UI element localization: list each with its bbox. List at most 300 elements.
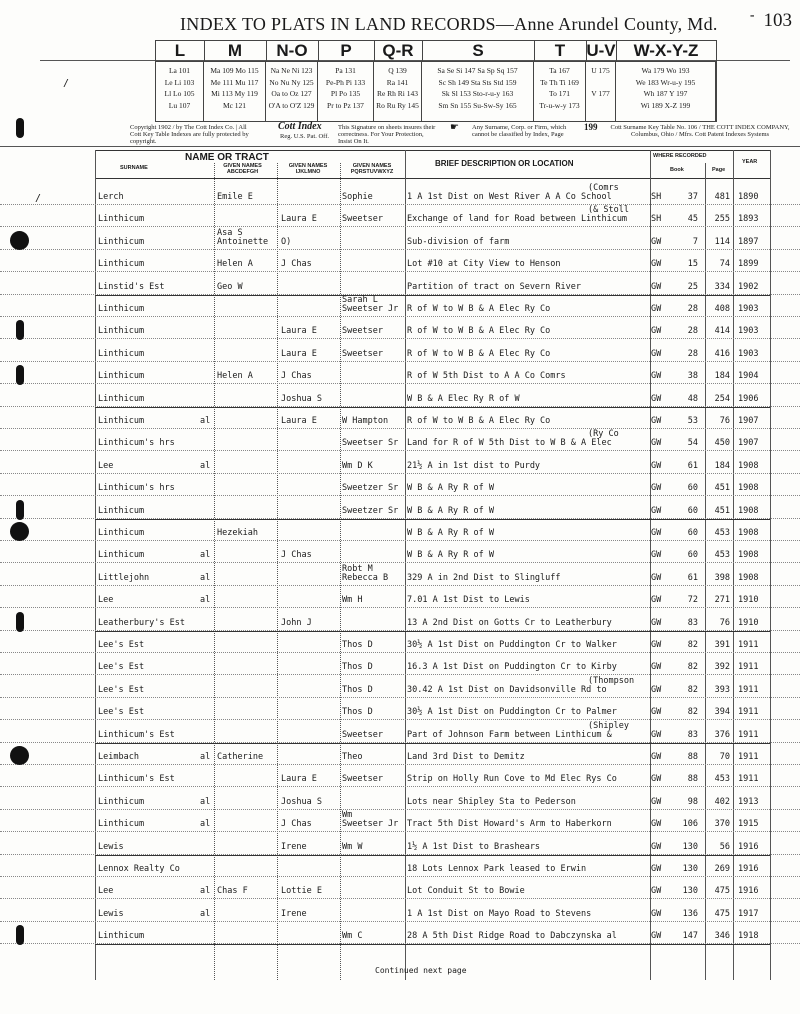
year-cell: 1916: [738, 841, 759, 852]
name-or-tract-heading: NAME OR TRACT: [185, 152, 269, 163]
description-continuation: (Comrs: [588, 183, 619, 193]
table-row: [0, 498, 800, 520]
given-p-z-cell: Sweetser: [342, 729, 383, 740]
year-cell: 1911: [738, 640, 759, 650]
key-pages-8: [586, 61, 616, 121]
key-letter-2: M: [204, 41, 267, 61]
book-cell: 147: [682, 931, 698, 942]
given-p-z-cell: Theo: [342, 752, 363, 762]
table-row: [0, 632, 800, 654]
book-code-cell: GW: [651, 729, 662, 740]
book-cell: 72: [687, 595, 698, 606]
given-i-o-cell: Laura E: [281, 774, 317, 785]
given-i-o-cell: Joshua S: [281, 393, 322, 404]
row-divider: [0, 674, 800, 675]
given-a-h-cell: Helen A: [217, 259, 253, 270]
description-cell: 30½ A 1st Dist on Puddington Cr to Walker: [407, 640, 617, 650]
key-line: Wa 179 Wo 193: [641, 66, 690, 75]
book-cell: 82: [687, 707, 698, 718]
surname-heading: SURNAME: [120, 165, 148, 171]
table-row: [0, 206, 800, 228]
surname-cell: Linthicum's hrs: [98, 483, 175, 494]
key-pages-4: [318, 61, 374, 121]
description-cell: 1 A 1st Dist on West River A A Co School: [407, 192, 612, 202]
pencil-tick: /: [35, 193, 42, 204]
al-marker: al: [200, 752, 211, 762]
al-marker: al: [200, 572, 211, 583]
book-code-cell: GW: [651, 684, 662, 695]
key-line: Q 139: [388, 66, 407, 75]
given-a-h-cell: Helen A: [217, 371, 253, 382]
table-row: [0, 654, 800, 676]
given-p-z-cell: Sophie: [342, 192, 373, 202]
key-letter-8: U-V: [586, 41, 616, 60]
given-p-z-cell: Sweetser: [342, 326, 383, 337]
key-letter-5: Q-R: [374, 41, 423, 61]
table-row: [0, 542, 800, 564]
page-cell: 475: [714, 908, 730, 919]
key-line: Mi 113 My 119: [211, 89, 258, 98]
year-cell: 1917: [738, 908, 759, 919]
row-divider: [0, 226, 800, 227]
given-a-h-cell: Geo W: [217, 281, 243, 292]
book-code-cell: GW: [651, 640, 662, 650]
table-row: [0, 296, 800, 318]
row-divider: [0, 898, 800, 899]
given-p-z-cell: Sweetser: [342, 214, 383, 225]
table-row: [0, 565, 800, 587]
key-pages-7: [534, 61, 586, 121]
pencil-tick-top: /: [63, 78, 70, 89]
given-p-z-cell: Thos D: [342, 707, 373, 718]
row-divider: [0, 473, 800, 474]
row-divider: [0, 361, 800, 362]
letter-key-table: [155, 40, 717, 122]
book-code-cell: GW: [651, 931, 662, 942]
year-cell: 1904: [738, 371, 759, 382]
book-cell: 60: [687, 505, 698, 516]
key-pages-2: [204, 61, 266, 121]
description-cell: 1 A 1st Dist on Mayo Road to Stevens: [407, 908, 592, 919]
book-cell: 45: [687, 214, 698, 225]
given-i-o-cell: Laura E: [281, 348, 317, 359]
page-cell: 56: [719, 841, 730, 852]
page-cell: 370: [714, 819, 730, 830]
page-cell: 70: [719, 752, 730, 762]
given-p-z-cell: Sweetser Jr: [342, 819, 399, 830]
year-cell: 1908: [738, 528, 759, 538]
surname-cell: Littlejohn: [98, 572, 150, 583]
table-row: [0, 475, 800, 497]
surname-cell: Linthicum: [98, 214, 145, 225]
given-p-z-cell: Wm H: [342, 595, 363, 606]
given-a-h-cell: Catherine: [217, 752, 264, 762]
row-divider: [0, 921, 800, 922]
where-recorded-heading: WHERE RECORDED: [653, 153, 707, 159]
description-cell: 1½ A 1st Dist to Brashears: [407, 841, 541, 852]
given-p-z-cell: Wm C: [342, 931, 363, 942]
binder-hole: [10, 746, 29, 765]
description-cell: W B & A Ry R of W: [407, 505, 494, 516]
header-rule: [0, 146, 800, 147]
row-divider: [0, 495, 800, 496]
surname-cell: Lee: [98, 595, 114, 606]
given-p-z-cell: Sweetser: [342, 774, 383, 785]
key-pages-9: [616, 61, 716, 121]
table-row: [0, 386, 800, 408]
table-row: [0, 274, 800, 296]
year-cell: 1907: [738, 416, 759, 426]
given-p-z-cell: Thos D: [342, 640, 373, 650]
row-divider: [0, 450, 800, 451]
surname-cell: Linthicum's Est: [98, 729, 175, 740]
key-line: Pe-Ph Pi 133: [325, 77, 366, 87]
description-continuation: (Shipley: [588, 720, 629, 731]
page-cell: 451: [714, 505, 730, 516]
page-cell: 184: [714, 371, 730, 382]
page-cell: 451: [714, 483, 730, 494]
key-line: Wh 187 Y 197: [643, 89, 688, 98]
page-cell: 414: [714, 326, 730, 337]
key-line: Ta 167: [549, 66, 570, 75]
surname-cell: Lee's Est: [98, 662, 145, 673]
book-code-cell: GW: [651, 595, 662, 606]
surname-cell: Leimbach: [98, 752, 139, 762]
given-i-o-cell: Laura E: [281, 326, 317, 337]
description-cell: Sub-division of farm: [407, 236, 510, 247]
book-cell: 48: [687, 393, 698, 404]
binder-slot: [16, 365, 24, 385]
row-divider: [0, 831, 800, 832]
description-cell: 30.42 A 1st Dist on Davidsonville Rd to: [407, 684, 607, 695]
row-divider: [0, 652, 800, 653]
page-cell: 346: [714, 931, 730, 942]
given-p-z-cell: Sweetzer Sr: [342, 505, 399, 516]
table-row: [0, 251, 800, 273]
year-cell: 1906: [738, 393, 759, 404]
book-cell: 61: [687, 572, 698, 583]
key-line: Ro Ru Ry 145: [376, 100, 419, 110]
given-p-z-top: Robt M: [342, 563, 373, 574]
book-cell: 130: [682, 864, 698, 874]
key-line: Pr to Pz 137: [327, 100, 364, 110]
page-cell: 254: [714, 393, 730, 404]
page-cell: 453: [714, 528, 730, 538]
binder-slot: [16, 612, 24, 632]
given-i-o-cell: Laura E: [281, 214, 317, 225]
surname-cell: Linstid's Est: [98, 281, 165, 292]
table-row: [0, 341, 800, 363]
page-cell: 391: [714, 640, 730, 650]
given-p-z-cell: Wm W: [342, 841, 363, 852]
table-row: [0, 363, 800, 385]
key-line: Sc Sh 149 Sta Sts Std 159: [438, 77, 517, 87]
book-cell: 53: [687, 416, 698, 426]
description-cell: 30½ A 1st Dist on Puddington Cr to Palmer: [407, 707, 617, 718]
row-divider: [0, 585, 800, 586]
given-i-o-cell: J Chas: [281, 259, 312, 270]
description-cell: 18 Lots Lennox Park leased to Erwin: [407, 864, 587, 874]
description-cell: Part of Johnson Farm between Linthicum &: [407, 729, 612, 740]
table-row: [0, 520, 800, 542]
given-p-z-top: Sarah L: [342, 295, 378, 305]
row-divider: [0, 562, 800, 563]
given-p-z-cell: Sweetser Sr: [342, 438, 399, 449]
page-cell: 334: [714, 281, 730, 292]
row-divider: [0, 316, 800, 317]
book-cell: 136: [682, 908, 698, 919]
given-p-z-cell: Sweetser: [342, 348, 383, 359]
page-cell: 453: [714, 550, 730, 561]
book-cell: 83: [687, 729, 698, 740]
book-code-cell: GW: [651, 236, 662, 247]
key-pages-6: [422, 61, 534, 121]
surname-cell: Linthicum: [98, 550, 145, 561]
table-row: [0, 923, 800, 945]
given-a-h-cell: Chas F: [217, 886, 248, 897]
pointing-hand-icon: ☛: [450, 122, 459, 133]
description-cell: Lot Conduit St to Bowie: [407, 886, 525, 897]
description-cell: Land 3rd Dist to Demitz: [407, 752, 525, 762]
page-cell: 398: [714, 572, 730, 583]
given-p-z-top: Wm: [342, 810, 353, 821]
year-cell: 1908: [738, 505, 759, 516]
key-header-rule: [156, 61, 716, 62]
description-cell: Exchange of land for Road between Linthicum: [407, 214, 628, 225]
book-code-cell: GW: [651, 864, 662, 874]
key-line: [588, 77, 613, 89]
description-cell: R of W to W B & A Elec Ry Co: [407, 416, 551, 426]
cott-brand-signature: Cott Index: [278, 121, 322, 132]
book-code-cell: GW: [651, 662, 662, 673]
al-marker: al: [200, 886, 211, 897]
given-i-o-cell: J Chas: [281, 550, 312, 561]
book-code-cell: GW: [651, 304, 662, 314]
key-pages-5: [374, 61, 422, 121]
page-heading: Page: [712, 167, 726, 173]
book-code-cell: SH: [651, 192, 662, 202]
surname-cell: Lennox Realty Co: [98, 864, 180, 874]
al-marker: al: [200, 908, 211, 919]
given-i-o-cell: John J: [281, 617, 312, 628]
book-cell: 28: [687, 304, 698, 314]
surname-cell: Leatherbury's Est: [98, 617, 185, 628]
year-cell: 1908: [738, 483, 759, 494]
table-row: [0, 699, 800, 721]
surname-cell: Linthicum: [98, 259, 145, 270]
key-letter-4: P: [318, 41, 375, 61]
surname-cell: Linthicum: [98, 796, 145, 807]
table-row: [0, 744, 800, 766]
any-surname-page: 199: [584, 122, 598, 132]
description-heading: BRIEF DESCRIPTION OR LOCATION: [435, 159, 574, 168]
book-code-cell: GW: [651, 393, 662, 404]
binder-hole: [10, 522, 29, 541]
key-letter-1: L: [156, 41, 205, 61]
page-cell: 402: [714, 796, 730, 807]
binder-slot: [16, 500, 24, 520]
description-cell: Lots near Shipley Sta to Pederson: [407, 796, 576, 807]
row-divider: [0, 338, 800, 339]
year-cell: 1908: [738, 550, 759, 561]
key-line: Ma 109 Mo 115: [210, 66, 259, 75]
book-cell: 25: [687, 281, 698, 292]
year-cell: 1916: [738, 886, 759, 897]
page-cell: 76: [719, 617, 730, 628]
description-cell: R of W 5th Dist to A A Co Comrs: [407, 371, 566, 382]
row-divider: [0, 204, 800, 205]
book-code-cell: GW: [651, 886, 662, 897]
table-row: [0, 587, 800, 609]
book-code-cell: GW: [651, 550, 662, 561]
key-line: Na Ne Ni 123: [270, 66, 313, 75]
description-cell: W B & A Elec Ry R of W: [407, 393, 520, 404]
given-a-h-top: Asa S: [217, 227, 243, 238]
surname-cell: Linthicum: [98, 348, 145, 359]
table-row: [0, 677, 800, 699]
year-cell: 1890: [738, 192, 759, 202]
surname-cell: Linthicum: [98, 528, 145, 538]
surname-cell: Lee's Est: [98, 684, 145, 695]
book-cell: 60: [687, 528, 698, 538]
key-line: Lu 107: [168, 100, 191, 110]
year-cell: 1897: [738, 236, 759, 247]
book-code-cell: GW: [651, 460, 662, 471]
description-cell: Partition of tract on Severn River: [407, 281, 581, 292]
page-cell: 255: [714, 214, 730, 225]
key-line: Sk Sl 153 Sto-r-u-y 163: [441, 89, 514, 98]
table-row: [0, 184, 800, 206]
book-cell: 38: [687, 371, 698, 382]
table-row: [0, 408, 800, 430]
book-cell: 28: [687, 348, 698, 359]
given-p-z-cell: Thos D: [342, 662, 373, 673]
key-line: Pa 131: [335, 66, 356, 75]
description-cell: R of W to W B & A Elec Ry Co: [407, 348, 551, 359]
given-p-z-cell: W Hampton: [342, 416, 389, 426]
copyright-left: Copyright 1902 / by The Cott Index Co. | All Cott Key Table Indexes are fully protected by copyright.: [130, 124, 249, 145]
key-line: Wi 189 X-Z 199: [640, 100, 691, 110]
key-line: Sm Sn 155 Su-Sw-Sy 165: [438, 100, 517, 110]
al-marker: al: [200, 416, 211, 426]
given-a-h-cell: Antoinette: [217, 236, 269, 247]
given-p-z-cell: Sweetser Jr: [342, 304, 399, 314]
book-code-cell: GW: [651, 259, 662, 270]
given-i-o-cell: Irene: [281, 908, 307, 919]
surname-cell: Lee's Est: [98, 707, 145, 718]
table-row: [0, 318, 800, 340]
book-code-cell: GW: [651, 505, 662, 516]
year-heading: YEAR: [742, 159, 758, 165]
given-p-z-cell: Thos D: [342, 684, 373, 695]
book-code-cell: SH: [651, 214, 662, 225]
book-code-cell: GW: [651, 617, 662, 628]
table-row: [0, 789, 800, 811]
page-cell: 271: [714, 595, 730, 606]
row-divider: [0, 607, 800, 608]
table-row: [0, 811, 800, 833]
year-cell: 1910: [738, 617, 759, 628]
book-cell: 88: [687, 752, 698, 762]
binder-slot-top: [16, 118, 24, 138]
page-cell: 393: [714, 684, 730, 695]
surname-cell: Linthicum: [98, 393, 145, 404]
key-letter-9: W-X-Y-Z: [616, 41, 717, 61]
book-code-cell: GW: [651, 483, 662, 494]
key-line: Ll Lo 105: [164, 89, 195, 98]
year-cell: 1899: [738, 259, 759, 270]
surname-cell: Linthicum: [98, 371, 145, 382]
table-header: [95, 150, 770, 179]
binder-slot: [16, 925, 24, 945]
page-cell: 450: [714, 438, 730, 449]
surname-cell: Lee: [98, 886, 114, 897]
book-code-cell: GW: [651, 281, 662, 292]
key-line: Sa Se Si 147 Sa Sp Sq 157: [437, 66, 518, 75]
key-line: To 171: [549, 89, 570, 98]
row-divider: [0, 249, 800, 250]
given-a-h-cell: Emile E: [217, 192, 253, 202]
book-code-cell: GW: [651, 796, 662, 807]
key-pages-1: [156, 61, 204, 121]
given-i-o-cell: Irene: [281, 841, 307, 852]
book-code-cell: GW: [651, 371, 662, 382]
page-cell: 114: [714, 236, 730, 247]
key-line: Ra 141: [386, 77, 409, 87]
key-line: [588, 100, 613, 112]
page-cell: 74: [719, 259, 730, 270]
page-cell: 184: [714, 460, 730, 471]
table-row: [0, 856, 800, 878]
key-line: U 175: [591, 66, 610, 75]
surname-cell: Lee: [98, 460, 114, 471]
key-letter-6: S: [422, 41, 535, 61]
table-row: [0, 901, 800, 923]
year-cell: 1903: [738, 348, 759, 359]
description-cell: R of W to W B & A Elec Ry Co: [407, 304, 551, 314]
key-line: Pl Po 135: [330, 89, 361, 98]
al-marker: al: [200, 460, 211, 471]
book-code-cell: GW: [651, 528, 662, 538]
book-code-cell: GW: [651, 908, 662, 919]
book-cell: 15: [687, 259, 698, 270]
surname-cell: Linthicum: [98, 326, 145, 337]
page-title: INDEX TO PLATS IN LAND RECORDS—Anne Arundel County, Md.: [180, 14, 718, 34]
year-cell: 1916: [738, 864, 759, 874]
page-cell: 408: [714, 304, 730, 314]
row-divider: [0, 271, 800, 272]
table-row: [0, 878, 800, 900]
key-line: We 183 Wr-u-y 195: [635, 77, 696, 87]
book-code-cell: GW: [651, 819, 662, 830]
given-i-o-cell: J Chas: [281, 819, 312, 830]
book-code-cell: GW: [651, 774, 662, 785]
key-line: Mc 121: [222, 100, 247, 110]
description-cell: Strip on Holly Run Cove to Md Elec Rys Co: [407, 774, 617, 785]
binder-hole: [10, 231, 29, 250]
row-divider: [0, 786, 800, 787]
given-p-z-cell: Rebecca B: [342, 572, 389, 583]
given-a-h-cell: Hezekiah: [217, 528, 258, 538]
given-names-i-o-heading: GIVEN NAMES IJKLMNO: [288, 163, 328, 175]
table-row: [0, 430, 800, 452]
year-cell: 1908: [738, 460, 759, 471]
given-names-a-h-heading: GIVEN NAMES ABCDEFGH: [223, 163, 262, 175]
key-letter-3: N-O: [266, 41, 319, 61]
any-surname-note: Any Surname, Corp. or Firm, which cannot be classified by Index, Page: [472, 124, 567, 138]
given-p-z-cell: Wm D K: [342, 460, 373, 471]
book-cell: 83: [687, 617, 698, 628]
